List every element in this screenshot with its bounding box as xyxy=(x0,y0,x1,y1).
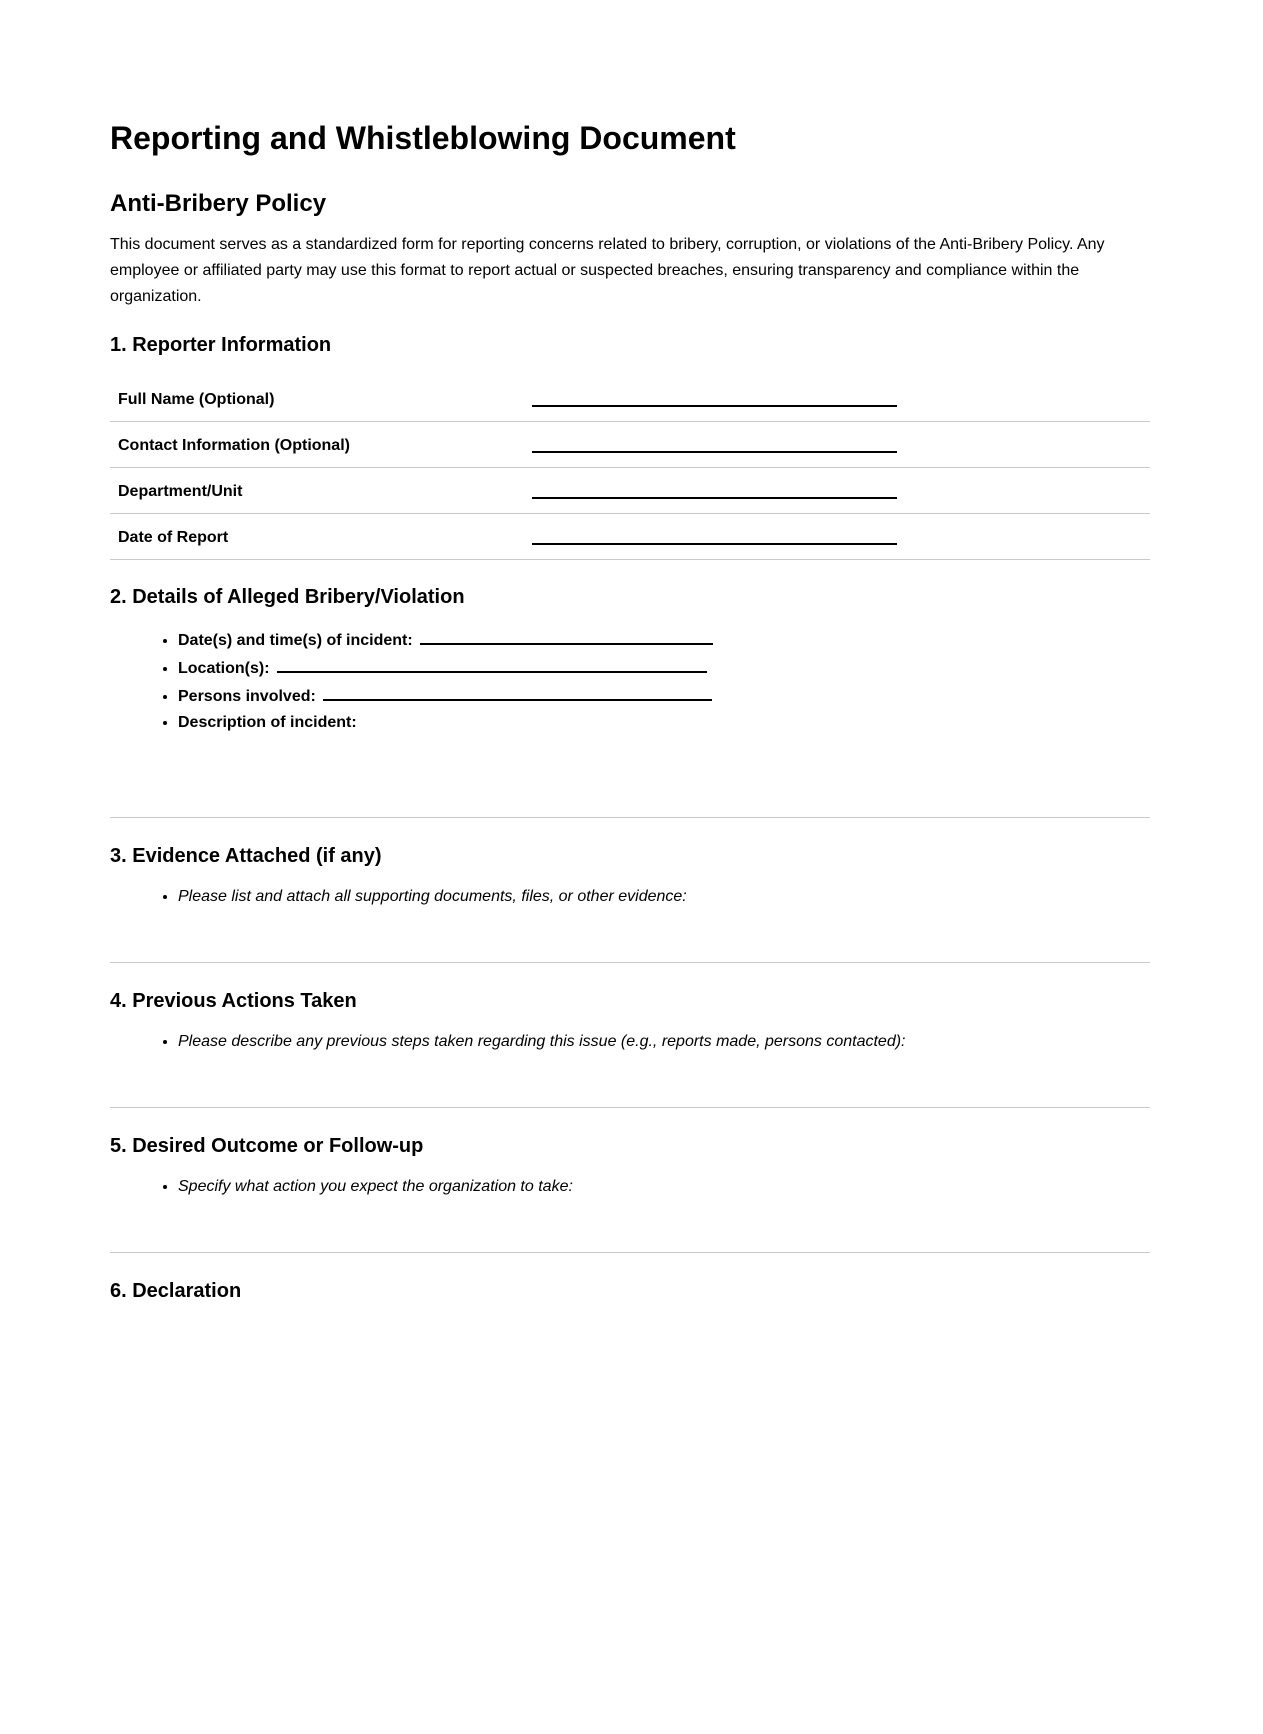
field-label: Department/Unit xyxy=(118,483,243,500)
list-item-label: Persons involved: xyxy=(178,688,316,705)
section-previous-actions-heading: 4. Previous Actions Taken xyxy=(110,990,357,1012)
list-item xyxy=(178,654,1150,682)
list-item-label: Location(s): xyxy=(178,660,270,677)
field-label: Contact Information (Optional) xyxy=(118,437,350,454)
field-value-cell xyxy=(532,422,1150,467)
list-item xyxy=(178,682,1150,710)
fill-in-blank-line xyxy=(420,626,713,645)
intro-paragraph xyxy=(110,232,1150,310)
field-value-cell xyxy=(532,468,1150,513)
field-label: Full Name (Optional) xyxy=(118,391,275,408)
table-row xyxy=(110,376,1150,422)
section-divider xyxy=(110,962,1150,963)
fill-in-blank-line xyxy=(532,422,897,453)
field-label: Date of Report xyxy=(118,529,229,546)
section-outcome-heading: 5. Desired Outcome or Follow-up xyxy=(110,1135,424,1157)
fill-in-blank-line xyxy=(532,376,897,407)
field-value-cell xyxy=(532,514,1150,559)
fill-in-blank-line xyxy=(532,468,897,499)
section-reporter-heading: 1. Reporter Information xyxy=(110,334,332,356)
reporter-info-table xyxy=(110,376,1150,560)
list-item xyxy=(178,626,1150,654)
list-item-note: Please describe any previous steps taken regarding this issue (e.g., reports made, persons contacted): xyxy=(178,1033,906,1050)
section-evidence-heading: 3. Evidence Attached (if any) xyxy=(110,845,382,867)
list-item-note: Please list and attach all supporting documents, files, or other evidence: xyxy=(178,888,687,905)
list-item xyxy=(178,1029,1150,1055)
evidence-list xyxy=(110,884,1150,910)
list-item xyxy=(178,1174,1150,1200)
details-list xyxy=(110,626,1150,736)
document-title: Reporting and Whistleblowing Document xyxy=(110,120,736,156)
intro-line: organization. xyxy=(110,288,202,305)
table-row xyxy=(110,468,1150,514)
table-row xyxy=(110,422,1150,468)
table-row xyxy=(110,514,1150,560)
list-item xyxy=(178,710,1150,736)
previous-actions-list xyxy=(110,1029,1150,1055)
section-divider xyxy=(110,1107,1150,1108)
policy-subtitle: Anti-Bribery Policy xyxy=(110,190,327,217)
fill-in-blank-line xyxy=(277,654,707,673)
section-details-heading: 2. Details of Alleged Bribery/Violation xyxy=(110,586,465,608)
fill-in-blank-line xyxy=(323,682,712,701)
list-item xyxy=(178,884,1150,910)
list-item-label: Description of incident: xyxy=(178,714,357,731)
outcome-list xyxy=(110,1174,1150,1200)
section-declaration-heading: 6. Declaration xyxy=(110,1280,242,1302)
intro-line: This document serves as a standardized form for reporting concerns related to bribery, corruption, or violations of the Anti-Bribery Policy. Any xyxy=(110,236,1105,253)
section-divider xyxy=(110,1252,1150,1253)
list-item-label: Date(s) and time(s) of incident: xyxy=(178,632,413,649)
section-divider xyxy=(110,817,1150,818)
list-item-note: Specify what action you expect the organization to take: xyxy=(178,1178,573,1195)
field-value-cell xyxy=(532,376,1150,421)
fill-in-blank-line xyxy=(532,514,897,545)
intro-line: employee or affiliated party may use this format to report actual or suspected breaches, ensuring transparency and compliance within the xyxy=(110,262,1080,279)
